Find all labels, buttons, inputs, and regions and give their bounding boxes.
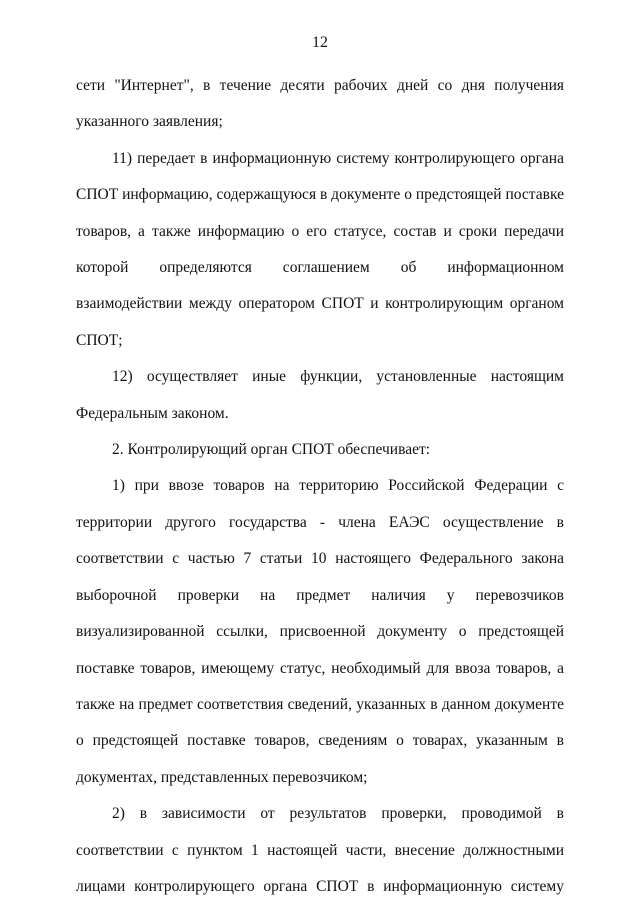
paragraph-item-11: 11) передает в информационную систему контролирующего органа СПОТ информацию, содержащуюся в документе о предстоящей поставке товаров, а также информацию о его статусе, состав и сроки передачи которой определяются соглашением об информационном взаимодействии между оператором СПОТ и контролирующим органом СПОТ; bbox=[76, 149, 564, 349]
paragraph-section-2-item-2: 2) в зависимости от результатов проверки, проводимой в соответствии с пунктом 1 настоящей части, внесение должностными лицами контролирующего органа СПОТ в информационную систему bbox=[76, 805, 564, 895]
paragraph-section-2: 2. Контролирующий орган СПОТ обеспечивает: bbox=[112, 441, 431, 459]
paragraph-continuation: сети "Интернет", в течение десяти рабочих дней со дня получения указанного заявления; bbox=[76, 77, 564, 131]
paragraph-item-12: 12) осуществляет иные функции, установленные настоящим Федеральным законом. bbox=[76, 368, 564, 422]
paragraph-section-2-item-1: 1) при ввозе товаров на территорию Российской Федерации с территории другого государства - члена ЕАЭС осуществление в соответствии с частью 7 статьи 10 настоящего Федерального закона выборочной проверки на предмет наличия у перевозчиков визуализированной ссылки, присвоенной документу о предстоящей поставке товаров, имеющему статус, необходимый для ввоза товаров, а также на предмет соответствия сведений, указанных в данном документе о предстоящей поставке товаров, сведениям о товарах, указанным в документах, представленных перевозчиком; bbox=[76, 477, 564, 786]
document-body bbox=[76, 68, 564, 905]
page-number: 12 bbox=[312, 34, 328, 51]
